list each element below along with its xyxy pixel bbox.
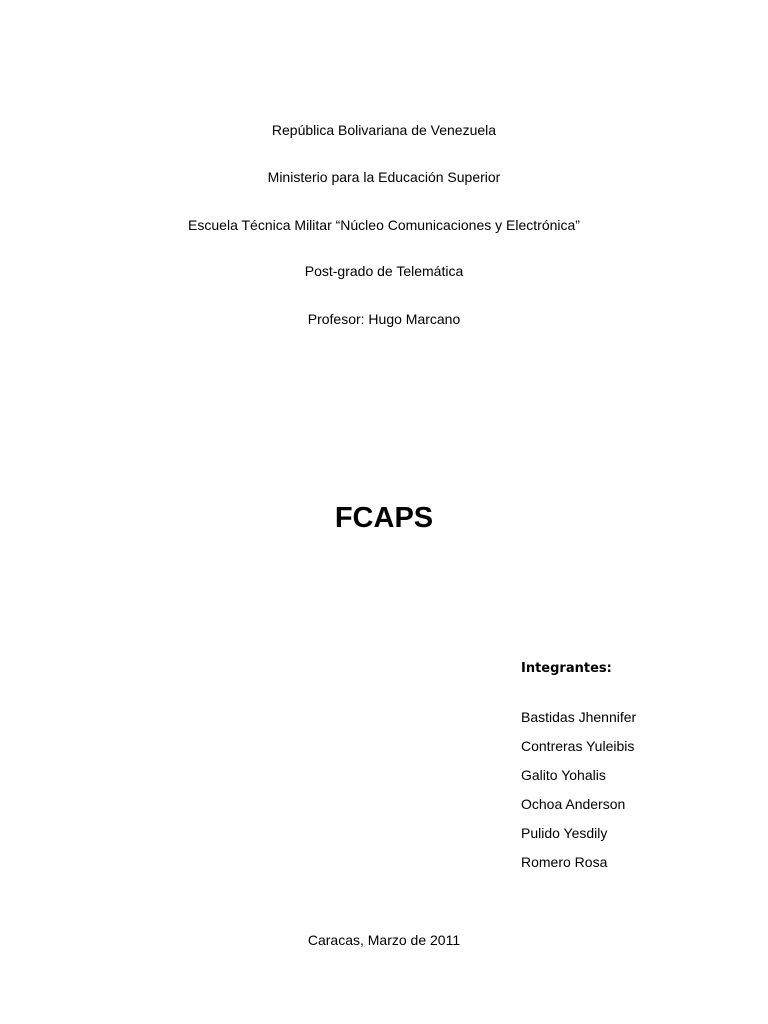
- header-school: Escuela Técnica Militar “Núcleo Comunicaciones y Electrónica”: [188, 217, 580, 233]
- member-name: Ochoa Anderson: [521, 796, 626, 812]
- member-name: Galito Yohalis: [521, 767, 606, 783]
- document-title: FCAPS: [334, 502, 434, 534]
- place-date: Caracas, Marzo de 2011: [307, 932, 461, 948]
- member-name: Pulido Yesdily: [521, 825, 608, 841]
- members-block: [521, 660, 741, 882]
- header-ministry: Ministerio para la Educación Superior: [267, 169, 501, 185]
- members-list: [521, 708, 741, 882]
- members-heading: Integrantes:: [521, 661, 612, 676]
- member-name: Bastidas Jhennifer: [521, 709, 637, 725]
- header-program: Post-grado de Telemática: [304, 263, 464, 279]
- member-name: Romero Rosa: [521, 854, 608, 870]
- member-name: Contreras Yuleibis: [521, 738, 635, 754]
- header-professor: Profesor: Hugo Marcano: [307, 311, 461, 327]
- header-country: República Bolivariana de Venezuela: [271, 122, 497, 138]
